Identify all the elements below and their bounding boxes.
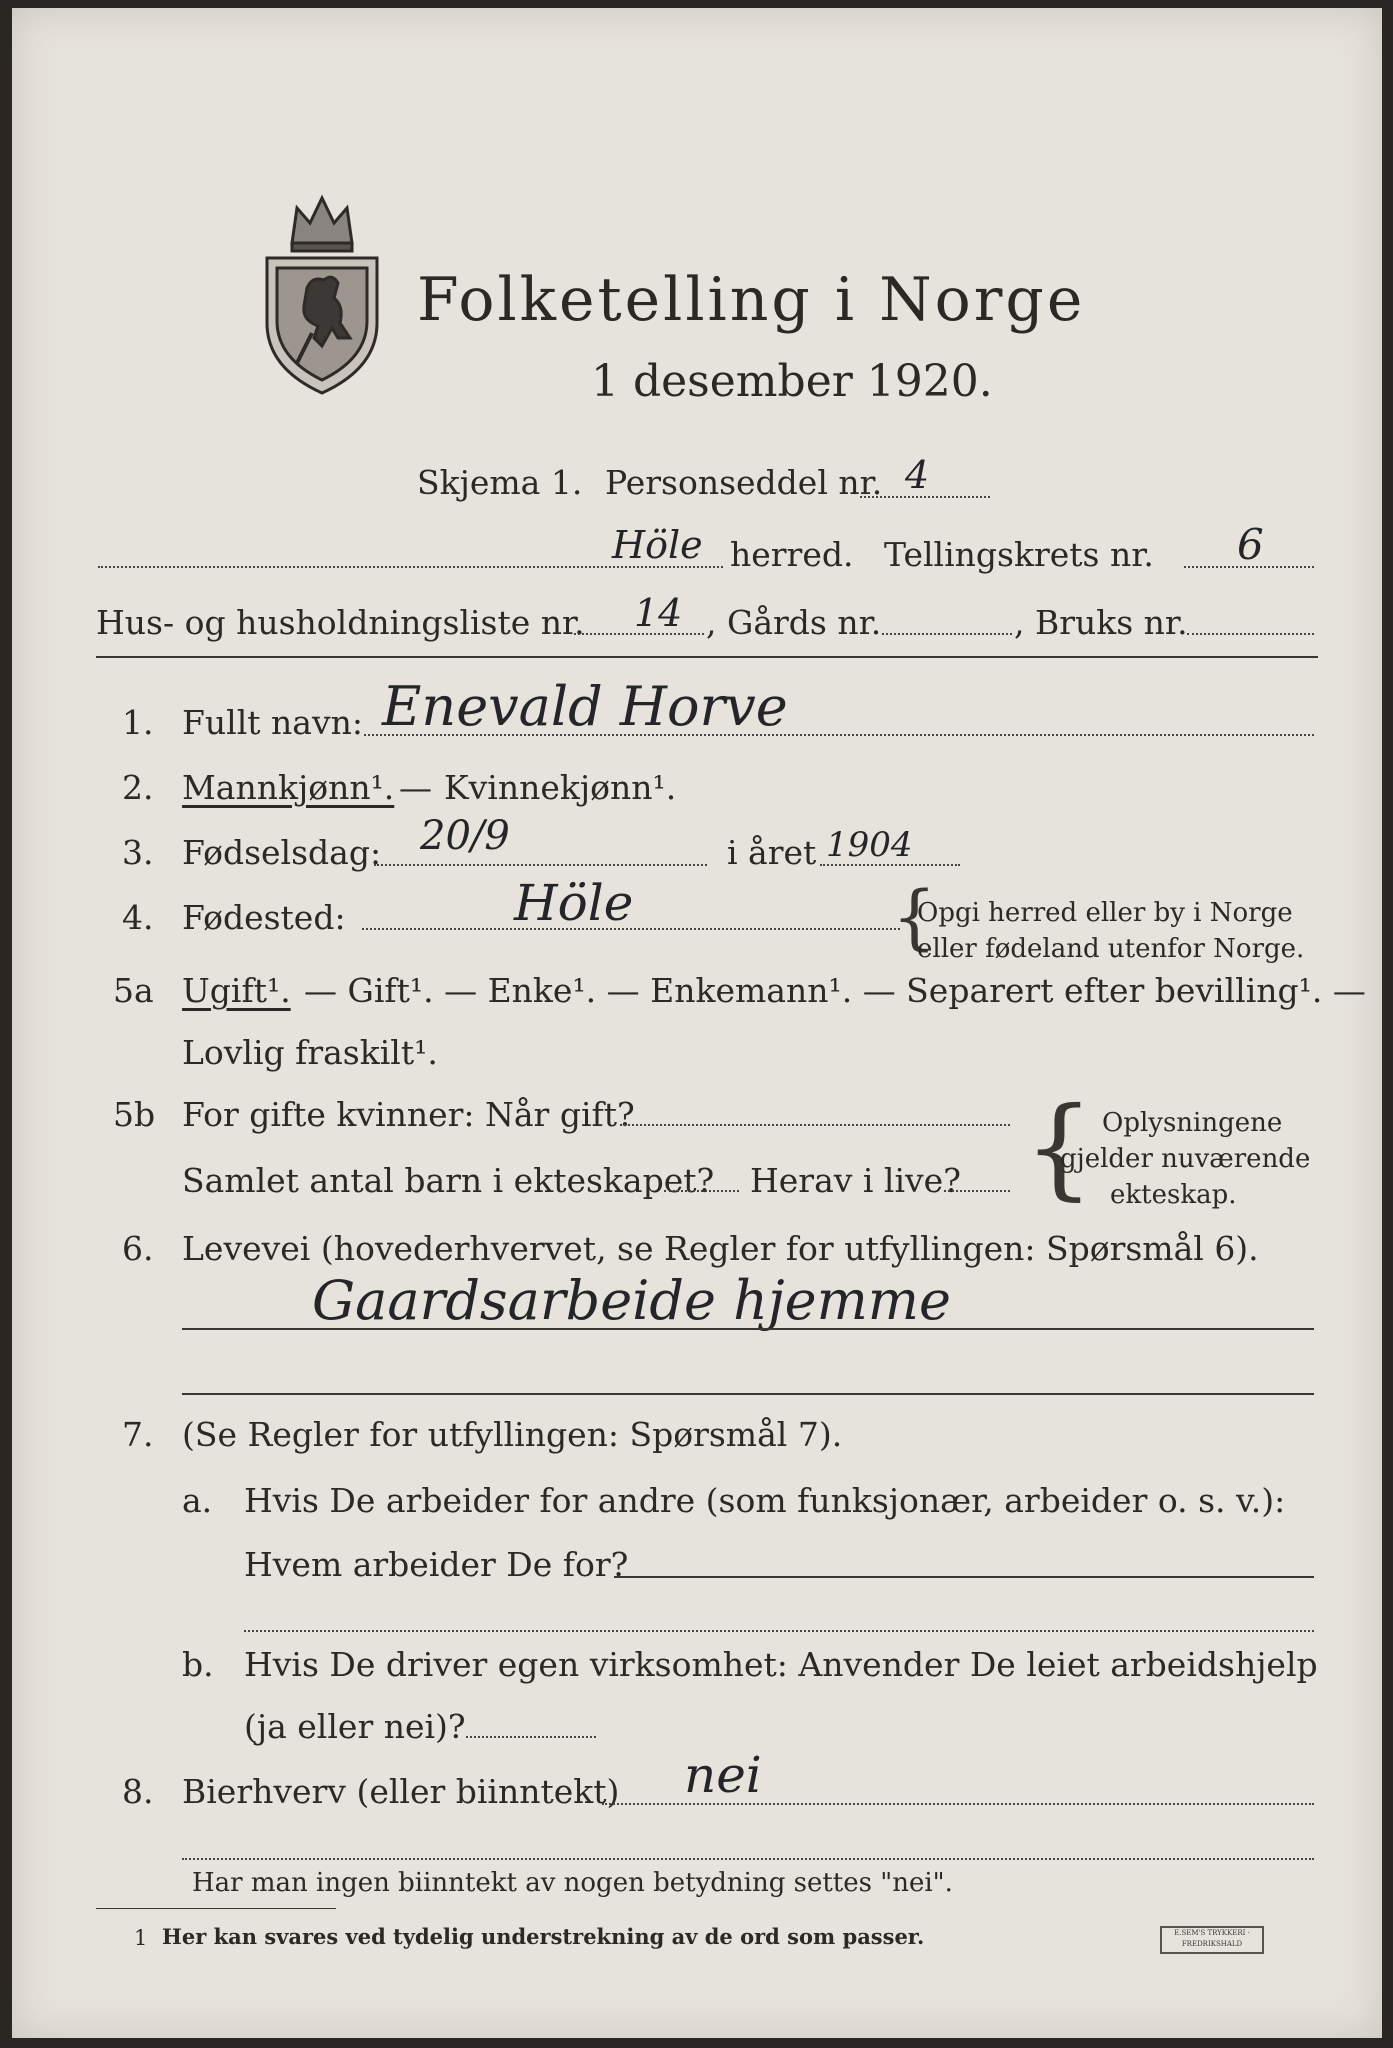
- q8-label: Bierhverv (eller biinntekt): [182, 1772, 620, 1811]
- gender-separator: —: [399, 768, 432, 807]
- birthplace-value: Höle: [514, 874, 634, 932]
- q3-year-label: i året: [727, 833, 817, 872]
- q2-number: 2.: [122, 768, 154, 807]
- q5b-alive-field-line: [944, 1190, 1010, 1192]
- q5a-number: 5a: [113, 971, 154, 1010]
- gards-field-line: [882, 633, 1012, 635]
- marital-option-ugift: Ugift¹.: [182, 971, 291, 1010]
- q5b-children-field-line: [664, 1190, 739, 1192]
- q7b-letter: b.: [182, 1645, 214, 1684]
- q1-number: 1.: [122, 703, 154, 742]
- q5b-number: 5b: [113, 1095, 156, 1134]
- q4-note-brace: {: [892, 876, 937, 958]
- printer-stamp: E.SEM'S TRYKKERI · FREDRIKSHALD: [1160, 1926, 1264, 1954]
- herred-value: Höle: [612, 523, 703, 567]
- skjema-label: Skjema 1.: [417, 463, 583, 502]
- q7a-field-line-1: [614, 1576, 1314, 1578]
- tellingskrets-value: 6: [1237, 520, 1264, 569]
- personseddel-value: 4: [905, 453, 930, 497]
- husholdningsliste-value: 14: [634, 591, 683, 635]
- footnote-number: 1: [134, 1926, 148, 1950]
- q7a-field-line-2: [244, 1630, 1314, 1632]
- q4-note-line1: Opgi herred eller by i Norge: [917, 898, 1293, 928]
- birth-year-value: 1904: [826, 825, 913, 865]
- marital-option-fraskilt: Lovlig fraskilt¹.: [182, 1033, 438, 1072]
- footnote-rule: [96, 1908, 336, 1909]
- q7b-field-line: [466, 1736, 596, 1738]
- q6-field-line-2: [182, 1393, 1314, 1395]
- q4-note-line2: eller fødeland utenfor Norge.: [917, 934, 1305, 964]
- side-income-value: nei: [684, 1746, 762, 1804]
- q8-number: 8.: [122, 1772, 154, 1811]
- herred-label: herred.: [730, 535, 854, 574]
- footer-note: Har man ingen biinntekt av nogen betydning settes "nei".: [192, 1868, 953, 1898]
- form-title: Folketelling i Norge: [417, 265, 1086, 335]
- q3-field-line: [374, 864, 707, 866]
- q6-field-line-1: [182, 1328, 1314, 1330]
- gender-option-female: Kvinnekjønn¹.: [444, 768, 677, 807]
- q3-label: Fødselsdag:: [182, 833, 382, 872]
- q5b-note-brace: {: [1024, 1083, 1094, 1211]
- q5b-children-label: Samlet antal barn i ekteskapet?: [182, 1161, 715, 1200]
- q7-number: 7.: [122, 1415, 154, 1454]
- footer-divider: [182, 1858, 1314, 1860]
- gards-label: , Gårds nr.: [706, 603, 882, 642]
- q5b-note-line1: Oplysningene: [1102, 1108, 1283, 1138]
- occupation-value: Gaardsarbeide hjemme: [312, 1269, 951, 1332]
- q3-number: 3.: [122, 833, 154, 872]
- q6-number: 6.: [122, 1229, 154, 1268]
- header-divider: [96, 656, 1318, 658]
- q4-label: Fødested:: [182, 898, 346, 937]
- tellingskrets-label: Tellingskrets nr.: [884, 535, 1154, 574]
- personseddel-label: Personseddel nr.: [605, 463, 883, 502]
- marital-options-rest: — Gift¹. — Enke¹. — Enkemann¹. — Separert efter bevilling¹. —: [304, 971, 1366, 1010]
- q5b-note-line2: gjelder nuværende: [1060, 1144, 1311, 1174]
- gender-option-male: Mannkjønn¹.: [182, 768, 395, 807]
- q5b-alive-label: Herav i live?: [750, 1161, 961, 1200]
- norwegian-lion-coat-of-arms-icon: [252, 188, 392, 398]
- q7b-text: Hvis De driver egen virksomhet: Anvender De leiet arbeidshjelp: [244, 1645, 1318, 1684]
- q6-label: Levevei (hovederhvervet, se Regler for utfyllingen: Spørsmål 6).: [182, 1229, 1259, 1268]
- q7b-ja-nei-label: (ja eller nei)?: [244, 1707, 466, 1746]
- census-date: 1 desember 1920.: [591, 356, 993, 407]
- census-form-sheet: [12, 8, 1382, 2038]
- q5b-when-married-field-line: [620, 1124, 1010, 1126]
- q7-label: (Se Regler for utfyllingen: Spørsmål 7).: [182, 1415, 843, 1454]
- q5b-note-line3: ekteskap.: [1110, 1180, 1237, 1210]
- q5b-when-married-label: For gifte kvinner: Når gift?: [182, 1095, 635, 1134]
- full-name-value: Enevald Horve: [382, 675, 788, 738]
- q7a-employer-label: Hvem arbeider De for?: [244, 1545, 629, 1584]
- husholdningsliste-label: Hus- og husholdningsliste nr.: [96, 603, 585, 642]
- q7a-letter: a.: [182, 1481, 213, 1520]
- footnote-text: Her kan svares ved tydelig understrekning av de ord som passer.: [162, 1924, 925, 1949]
- q1-label: Fullt navn:: [182, 703, 363, 742]
- q4-number: 4.: [122, 898, 154, 937]
- q7a-text: Hvis De arbeider for andre (som funksjonær, arbeider o. s. v.):: [244, 1481, 1286, 1520]
- bruks-label: , Bruks nr.: [1014, 603, 1188, 642]
- birthday-value: 20/9: [420, 813, 510, 859]
- bruks-field-line: [1187, 633, 1314, 635]
